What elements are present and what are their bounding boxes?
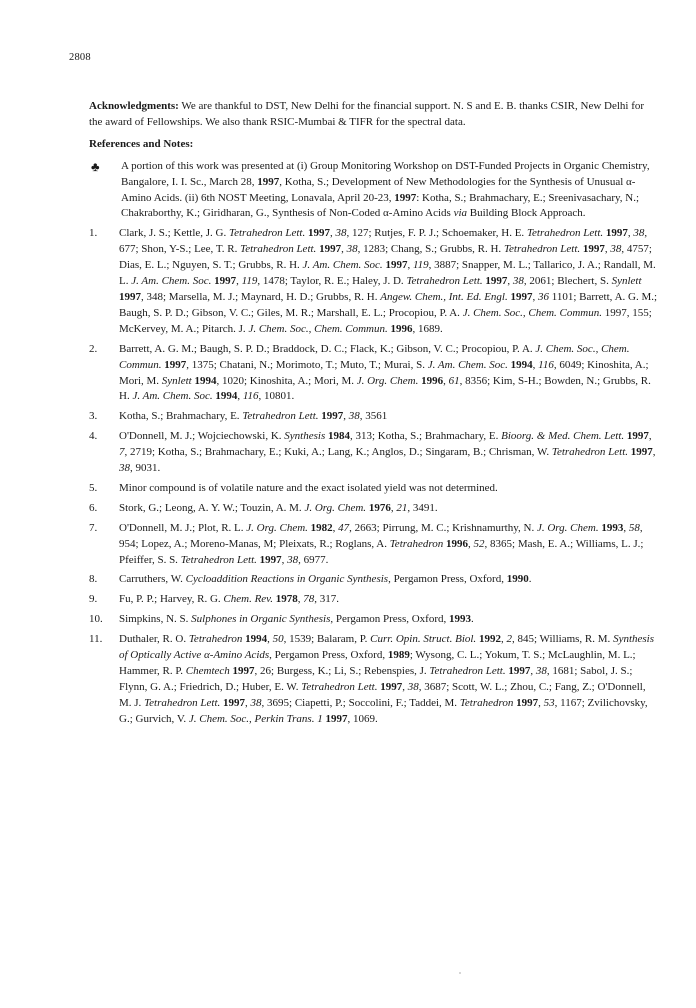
reference-segment: ; Wysong, C. L.; Yokum, T. S.; McLaughlin, M. L.; Hammer, R. P. [119,649,636,677]
reference-segment: , [390,501,397,514]
reference-year: 1997 [605,227,628,240]
reference-italic: 38 [335,227,347,240]
reference-segment: , [507,275,513,288]
reference-italic: 36 [537,290,549,303]
reference-segment: , 677; Shon, Y-S.; Lee, T. R. [119,227,648,256]
reference-item [89,429,659,477]
reference-number: 1. [89,227,98,240]
reference-italic: Tetrahedron Lett. [503,243,581,256]
reference-segment: , 1689. [412,322,443,335]
reference-year: 1992 [478,633,501,646]
reference-segment: A portion of this work was presented at (i) Group Monitoring Workshop on DST-Funded Projects in Organic Chemistry, Bangalore, I. I. Sc., March 28, [121,159,650,188]
reference-segment: Fu, P. P.; Harvey, R. G. [119,593,224,606]
reference-segment: , 8365; Mash, E. A.; Williams, L. J.; Pfeiffer, S. S. [119,537,644,566]
reference-italic: 38 [287,553,299,566]
reference-italic: 38 [633,227,645,240]
reference-italic: Tetrahedron [459,696,514,709]
reference-number: 10. [89,613,103,626]
scan-speck [459,972,461,974]
reference-segment: , 1478; Taylor, R. E.; Haley, J. D. [257,275,407,288]
reference-italic: 119 [241,275,258,288]
reference-italic: J. Chem. Soc., Perkin Trans. 1 [188,712,323,725]
reference-number: 3. [89,410,98,423]
reference-segment: , Pergamon Press, Oxford, [330,613,450,626]
reference-segment: , [623,521,629,534]
reference-segment: , [267,633,273,646]
page-body [89,99,659,732]
reference-segment: , 845; Williams, R. M. [511,633,614,646]
reference-italic: via [453,207,468,220]
reference-italic: Synlett [161,374,192,387]
reference-year: 1997 [385,259,408,272]
reference-segment: Carruthers, W. [119,573,186,586]
reference-segment: , 8356; Kim, S-H.; Bowden, N.; Grubbs, R. H. [119,374,651,403]
reference-italic: J. Org. Chem. [536,521,599,534]
reference-segment: , 2061; Blechert, S. [523,275,612,288]
reference-segment: 1101; Barrett, A. G. M.; Baugh, S. P. D.; Gibson, V. C.; Giles, M. R.; Marshall, E. L.; Procopiou, P. A. [119,290,658,319]
reference-italic: Angew. Chem., Int. Ed. Engl. [380,290,508,303]
reference-italic: Synthesis [284,430,326,443]
reference-segment: , 3561 [359,410,388,423]
reference-italic: Synlett [611,275,642,288]
reference-item [89,481,659,497]
reference-segment: , Pergamon Press, Oxford, [388,573,507,586]
reference-segment: , 1167; Zvilichovsky, G.; Gurvich, V. [119,696,648,725]
reference-text [119,632,659,727]
reference-italic: J. Chem. Soc., Chem. Commun. [119,342,630,371]
reference-year: 1989 [387,649,410,662]
reference-text [119,429,659,477]
reference-year: 1997 [259,553,282,566]
reference-italic: Chemtech [185,665,230,677]
reference-italic: Sulphones in Organic Synthesis [191,613,331,626]
reference-year: 1994 [510,358,533,371]
reference-year: 1997 [325,712,348,725]
reference-text [119,521,659,569]
reference-italic: 47 [338,521,350,534]
reference-segment: Building Block Approach. [467,207,586,220]
reference-segment: Minor compound is of volatile nature and the exact isolated yield was not determined. [119,481,498,494]
reference-italic: 38 [346,243,358,256]
reference-year: 1996 [421,374,444,387]
reference-item [89,409,659,425]
reference-text [119,501,659,517]
reference-italic: J. Chem. Soc., Chem. Commun. [462,306,603,319]
reference-year: 1982 [310,521,333,534]
reference-italic: Tetrahedron Lett. [242,410,319,423]
reference-segment: , Pergamon Press, Oxford, [269,649,388,662]
reference-segment: , [443,374,449,387]
reference-year: 1997 [223,696,246,709]
reference-year: 1984 [327,430,350,443]
reference-segment: , 26; Burgess, K.; Li, S.; Rebenspies, J. [254,665,430,677]
reference-segment: , 1020; Kinoshita, A.; Mori, M. [216,374,357,387]
acknowledgments-text: We are thankful to DST, New Delhi for the financial support. N. S and E. B. thanks CSIR, New Delhi for the award of Fellowships. We also thank RSIC-Mumbai & TIFR for the spectral data. [89,100,645,128]
reference-italic: J. Am. Chem. Soc. [302,259,383,272]
reference-segment: , 6049; Kinoshita, A.; Mori, M. [119,358,649,387]
reference-italic: Tetrahedron Lett. [526,227,604,240]
reference-italic: 21 [396,501,408,514]
reference-text [119,342,659,406]
reference-item [89,159,659,223]
reference-segment: , 1681; Sabol, J. S.; Flynn, G. A.; Friedrich, D.; Huber, E. W. [119,665,633,693]
reference-italic: 50 [272,633,284,646]
reference-number: 4. [89,430,98,443]
reference-item [89,632,659,727]
reference-year: 1997 [626,430,649,443]
reference-segment: , 1375; Chatani, N.; Morimoto, T.; Muto, T.; Murai, S. [186,358,428,371]
reference-segment: , 2719; Kotha, S.; Brahmachary, E.; Kuki, A.; Lang, K.; Anglos, D.; Singaram, B.; Chrisman, W. [124,446,552,459]
reference-segment: , 9031. [130,462,161,475]
reference-item [89,612,659,628]
reference-italic: Tetrahedron Lett. [551,446,629,459]
reference-segment: Simpkins, N. S. [119,613,192,626]
reference-year: 1997 [214,275,237,288]
reference-segment: O'Donnell, M. J.; Plot, R. L. [119,521,247,534]
reference-segment: , [245,696,251,709]
reference-segment: Clark, J. S.; Kettle, J. G. [119,227,229,240]
reference-italic: Tetrahedron [389,537,444,550]
reference-year: 1997 [510,290,533,303]
reference-segment: , [532,358,539,371]
reference-year: 1994 [194,374,217,387]
reference-year: 1997 [485,275,508,288]
reference-segment: O'Donnell, M. J.; Wojciechowski, K. [119,430,285,443]
reference-year: 1996 [446,537,469,550]
reference-segment: . [471,613,474,626]
reference-segment: , [468,537,474,550]
reference-segment: , [652,446,656,459]
reference-year: 1997 [508,665,531,677]
reference-italic: J. Org. Chem. [304,501,367,514]
reference-italic: J. Chem. Soc., Chem. Commun. [248,322,388,335]
reference-segment: Stork, G.; Leong, A. Y. W.; Touzin, A. M. [119,501,305,514]
reference-year: 1997 [257,175,280,188]
reference-italic: Curr. Opin. Struct. Biol. [370,633,477,646]
reference-italic: Tetrahedron Lett. [180,553,257,566]
reference-segment: , 6977. [298,553,329,566]
reference-italic: 38 [348,410,360,423]
reference-text [119,592,659,608]
reference-segment: , 313; Kotha, S.; Brahmachary, E. [349,430,502,443]
reference-year: 1997 [630,446,653,459]
reference-item [89,501,659,517]
reference-segment: , 3491. [407,501,438,514]
reference-italic: Cycloaddition Reactions in Organic Synthesis [185,573,389,586]
acknowledgments-heading: Acknowledgments: [89,100,179,112]
reference-italic: 61 [448,374,460,387]
reference-text [121,159,659,223]
reference-italic: Tetrahedron Lett. [144,696,221,709]
reference-italic: Tetrahedron Lett. [429,665,506,677]
reference-number: 9. [89,593,98,606]
reference-italic: 38 [610,243,622,256]
reference-italic: 38 [250,696,262,709]
references-heading: References and Notes: [89,137,194,150]
reference-year: 1997 [582,243,605,256]
reference-segment: , [538,696,544,709]
reference-italic: Tetrahedron Lett. [406,275,483,288]
reference-segment: , [237,390,243,403]
reference-text [119,226,659,337]
reference-year: 1993 [449,613,472,626]
reference-italic: 116 [242,390,259,403]
reference-segment: , [332,521,339,534]
reference-italic: Tetrahedron [188,633,243,646]
reference-italic: 38 [512,275,524,288]
reference-item [89,521,659,569]
reference-segment: , [500,633,507,646]
reference-year: 1994 [245,633,268,646]
reference-text [119,409,659,425]
reference-text [119,572,659,588]
reference-italic: Tetrahedron Lett. [301,680,378,693]
reference-segment: , [407,259,413,272]
reference-italic: J. Org. Chem. [246,521,308,534]
reference-number: 6. [89,501,98,514]
reference-year: 1997 [164,358,187,371]
reference-italic: 78 [303,593,315,606]
reference-segment: Kotha, S.; Brahmachary, E. [119,410,243,423]
reference-year: 1997 [380,680,403,693]
reference-segment: , [281,553,288,566]
reference-segment: : Kotha, S.; Brahmachary, E.; Sreenivasachary, N.; Chakraborthy, K.; Giridharan, G., Synthesis of Non-Coded α-Amino Acids [121,191,640,220]
reference-italic: J. Am. Chem. Soc. [132,390,213,403]
page-number: 2808 [69,52,91,63]
reference-year: 1997 [119,290,141,303]
reference-segment: , 2663; Pirrung, M. C.; Krishnamurthy, N. [349,521,537,534]
reference-italic: 53 [543,696,555,709]
reference-italic: J. Am. Chem. Soc. [131,275,212,288]
reference-item [89,226,659,337]
reference-number: 7. [89,521,98,534]
reference-segment: , Kotha, S.; Development of New Methodologies for the Synthesis of Unusual α-Amino Acids. (ii) 6th NOST Meeting, Lonavala, April 20-23, [121,175,636,204]
reference-italic: 119 [412,259,429,272]
reference-number: 8. [89,573,98,586]
reference-italic: Tetrahedron Lett. [229,227,306,240]
reference-segment: . [528,573,532,586]
reference-italic: J. Am. Chem. Soc. [427,358,508,371]
reference-italic: 38 [407,680,419,693]
reference-segment: , 3887; Snapper, M. L.; Tallarico, J. A.; Randall, M. L. [119,259,656,288]
reference-year: 1990 [506,573,529,586]
reference-text [119,612,659,628]
reference-segment: Duthaler, R. O. [119,633,189,646]
reference-item [89,342,659,406]
reference-italic: Synthesis of Optically Active α-Amino Acids [119,633,655,662]
reference-segment: , [402,680,408,693]
reference-list [89,159,659,728]
reference-text [119,481,659,497]
reference-segment: , 127; Rutjes, F. P. J.; Schoemaker, H. E. [346,227,527,240]
reference-segment: 1997, 155; McKervey, M. A.; Pitarch. J. [119,306,652,335]
reference-year: 1978 [275,593,298,606]
reference-italic: 2 [506,633,512,646]
reference-italic: 38 [535,665,547,677]
reference-segment: , [530,665,536,677]
reference-number: 11. [89,633,103,646]
acknowledgments-paragraph [89,99,659,131]
reference-segment: , [329,227,336,240]
reference-year: 1997 [394,191,417,204]
reference-segment: , 954; Lopez, A.; Moreno-Manas, M; Pleixats, R.; Roglans, A. [119,521,643,550]
reference-segment: , [236,275,242,288]
reference-segment: , [604,243,611,256]
reference-segment: , [532,290,538,303]
reference-segment: , [341,243,347,256]
reference-segment: , 10801. [258,390,295,403]
reference-segment: , [343,410,349,423]
reference-segment: , [648,430,652,443]
reference-italic: 7 [119,446,125,459]
reference-segment: , 1283; Chang, S.; Grubbs, R. H. [357,243,504,256]
reference-year: 1993 [601,521,624,534]
reference-year: 1997 [319,243,342,256]
reference-year: 1997 [232,665,255,677]
reference-italic: Tetrahedron Lett. [240,243,317,256]
reference-number: 5. [89,481,98,494]
reference-italic: Bioorg. & Med. Chem. Lett. [501,430,625,443]
reference-number: 2. [89,342,98,355]
reference-italic: 52 [473,537,485,550]
reference-segment: , [627,227,634,240]
reference-year: 1996 [390,322,413,335]
reference-segment: , 4757; Dias, E. L.; Nguyen, S. T.; Grubbs, R. H. [119,243,652,272]
reference-segment: , [297,593,304,606]
reference-year: 1976 [368,501,391,514]
reference-italic: Chem. Rev. [223,593,274,606]
reference-item [89,572,659,588]
reference-segment: , 1539; Balaram, P. [283,633,371,646]
reference-year: 1997 [516,696,539,709]
reference-italic: 38 [119,462,130,475]
reference-segment: , 348; Marsella, M. J.; Maynard, H. D.; Grubbs, R. H. [141,290,381,303]
reference-number: ♣ [91,158,100,174]
reference-year: 1994 [215,390,238,403]
reference-year: 1997 [321,410,344,423]
reference-italic: J. Org. Chem. [356,374,419,387]
reference-italic: 116 [538,358,554,371]
reference-segment: , 3695; Ciapetti, P.; Soccolini, F.; Taddei, M. [261,696,460,709]
reference-segment: Barrett, A. G. M.; Baugh, S. P. D.; Braddock, D. C.; Flack, K.; Gibson, V. C.; Procopiou, P. A. [119,342,536,355]
reference-italic: 58 [628,521,640,534]
reference-segment: , 317. [314,593,340,606]
reference-segment: , 1069. [347,712,378,725]
reference-year: 1997 [307,227,330,240]
reference-item [89,592,659,608]
reference-segment: , 3687; Scott, W. L.; Zhou, C.; Fang, Z.; O'Donnell, M. J. [119,680,646,709]
